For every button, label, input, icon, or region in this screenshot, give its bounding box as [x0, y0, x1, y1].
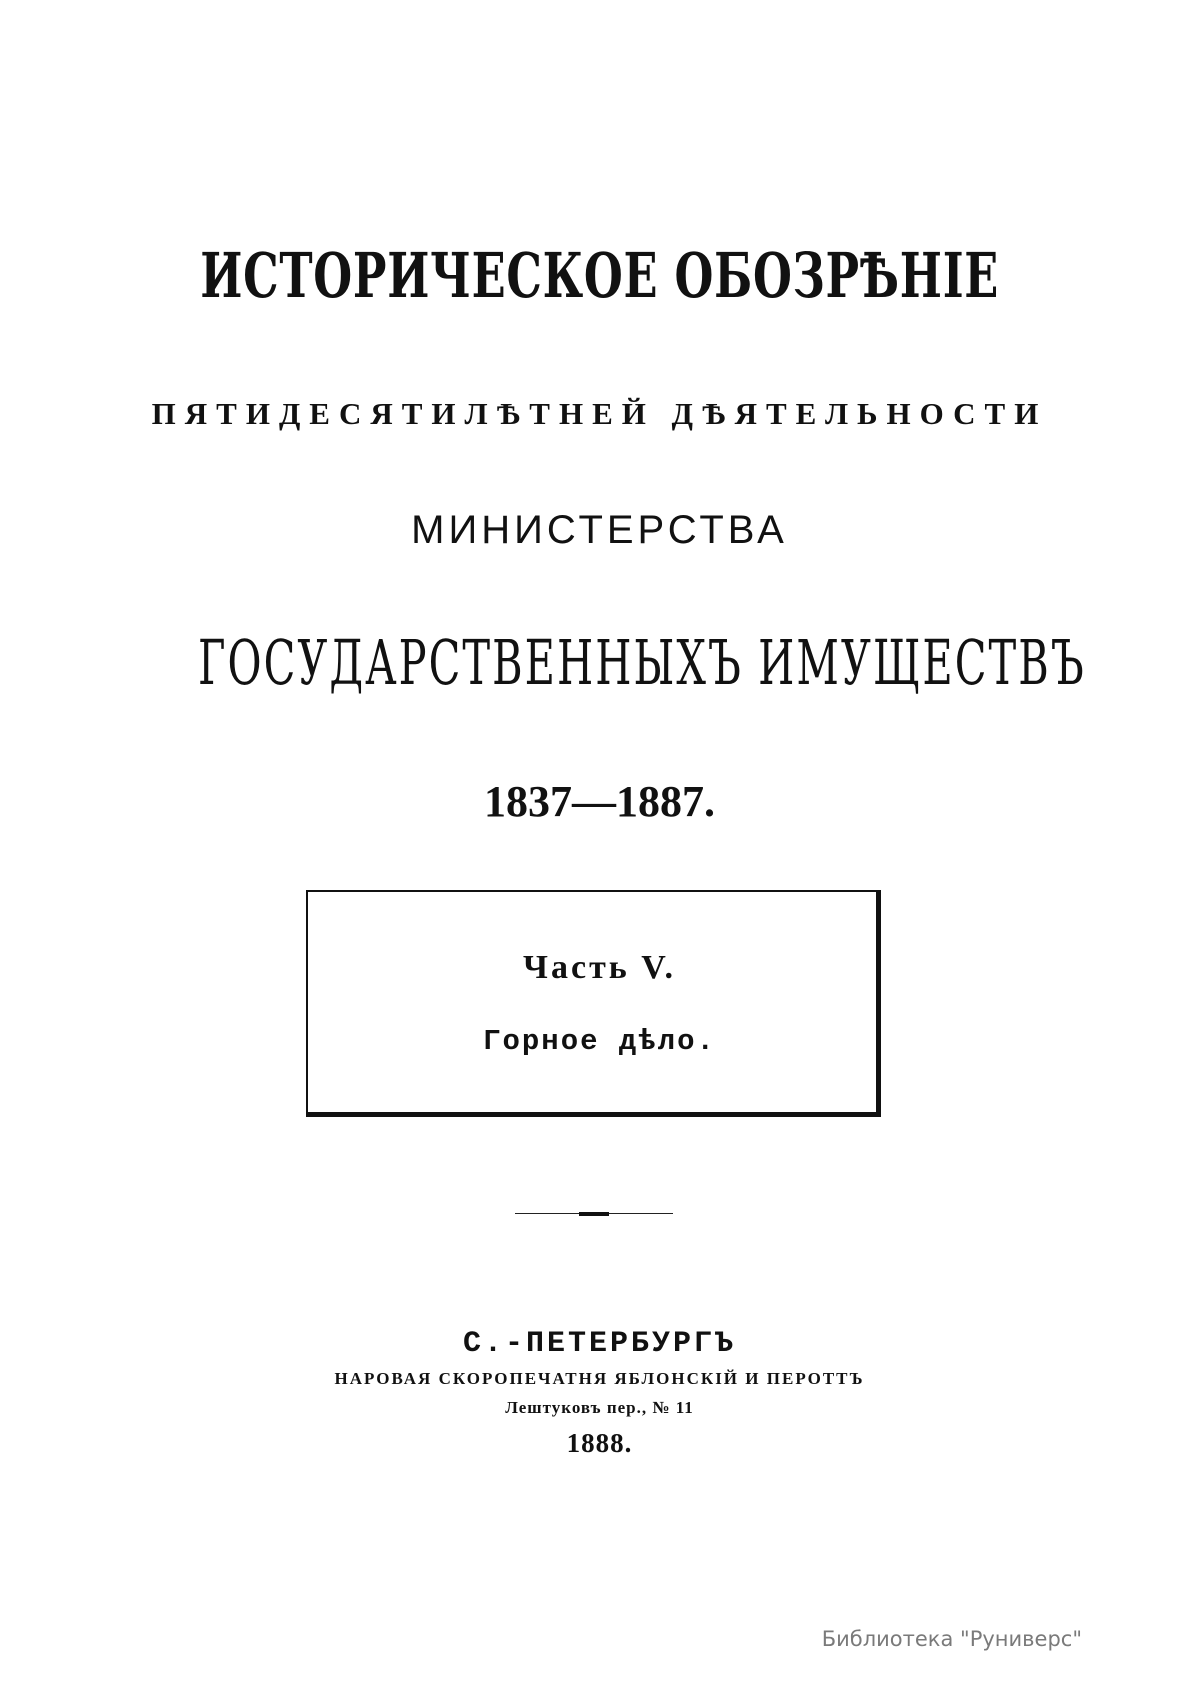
imprint-printer: НАРОВАЯ СКОРОПЕЧАТНЯ ЯБЛОНСКІЙ И ПЕРОТТЪ — [334, 1369, 865, 1388]
divider-ornament — [515, 1212, 673, 1216]
subtitle-line-1: ПЯТИДЕСЯТИЛѢТНЕЙ ДѢЯТЕЛЬНОСТИ — [151, 396, 1048, 431]
part-frame — [306, 890, 881, 1117]
part-subject: Горное дѣло. — [483, 1025, 716, 1058]
years-range: 1837—1887. — [484, 777, 715, 826]
main-title: ИСТОРИЧЕСКОЕ ОБОЗРѢНІЕ — [200, 239, 1000, 312]
subtitle-line-3: ГОСУДАРСТВЕННЫХЪ ИМУЩЕСТВЪ — [198, 626, 1086, 699]
divider-center-bar — [579, 1212, 609, 1216]
part-label: Часть V. — [523, 949, 676, 986]
imprint-year: 1888. — [566, 1428, 633, 1458]
subtitle-line-2: МИНИСТЕРСТВА — [411, 508, 788, 552]
imprint-address: Лештуковъ пер., № 11 — [505, 1398, 694, 1417]
library-watermark: Библиотека "Руниверс" — [821, 1627, 1082, 1651]
imprint-city: С.-ПЕТЕРБУРГЪ — [462, 1327, 737, 1361]
